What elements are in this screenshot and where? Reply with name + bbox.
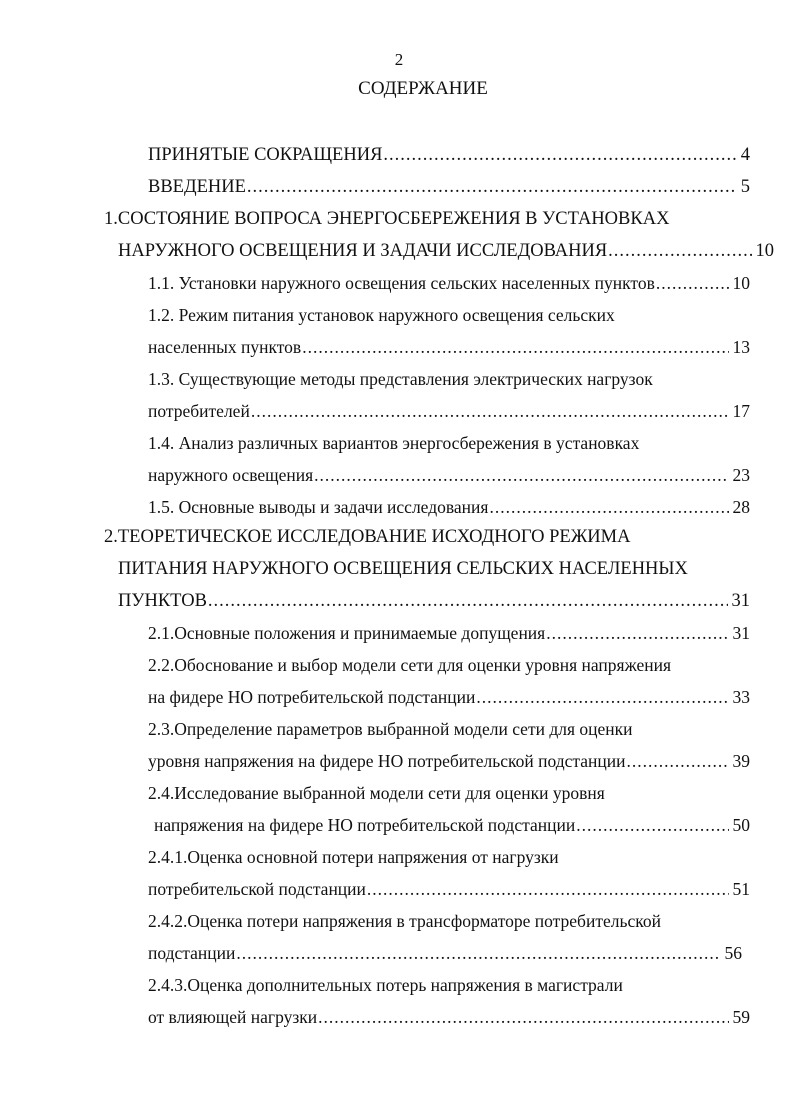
toc-entry-text: НАРУЖНОГО ОСВЕЩЕНИЯ И ЗАДАЧИ ИССЛЕДОВАНИЯ [118, 241, 608, 261]
toc-entry [148, 270, 750, 296]
toc-entry-text: 1.2. Режим питания установок наружного освещения сельских [148, 305, 615, 325]
toc-entry-page: 33 [732, 687, 750, 707]
toc-entry-text: 1.СОСТОЯНИЕ ВОПРОСА ЭНЕРГОСБЕРЕЖЕНИЯ В УСТАНОВКАХ [104, 209, 670, 229]
toc-entry-text: 2.3.Определение параметров выбранной модели сети для оценки [148, 719, 633, 739]
toc-entry-page: 39 [732, 751, 750, 771]
toc-entry [148, 366, 750, 392]
toc-entry-text: 1.5. Основные выводы и задачи исследования [148, 497, 489, 517]
toc-entry-text: наружного освещения [148, 465, 314, 485]
toc-entry-page: 10 [755, 241, 774, 261]
toc-entry-page: 51 [732, 879, 750, 899]
toc-entry [148, 620, 750, 646]
toc-entry-text: населенных пунктов [148, 337, 302, 357]
toc-entry-text: 1.3. Существующие методы представления электрических нагрузок [148, 369, 653, 389]
toc-entry [148, 1004, 750, 1030]
toc-entry [118, 588, 750, 614]
toc-entry-text: 2.4.1.Оценка основной потери напряжения от нагрузки [148, 847, 559, 867]
toc-entry-text: ПИТАНИЯ НАРУЖНОГО ОСВЕЩЕНИЯ СЕЛЬСКИХ НАСЕЛЕННЫХ [118, 559, 688, 579]
toc-entry [118, 238, 774, 264]
toc-entry [148, 334, 750, 360]
toc-entry-page: 50 [732, 815, 750, 835]
toc-entry-text: ПРИНЯТЫЕ СОКРАЩЕНИЯ [148, 145, 383, 165]
toc-entry-text: от влияющей нагрузки [148, 1007, 318, 1027]
toc-entry-text: 2.ТЕОРЕТИЧЕСКОЕ ИССЛЕДОВАНИЕ ИСХОДНОГО РЕЖИМА [104, 527, 631, 547]
toc-entry [148, 494, 750, 520]
toc-entry-page: 23 [732, 465, 750, 485]
dot-leader [318, 1004, 728, 1030]
toc-entry-text: на фидере НО потребительской подстанции [148, 687, 476, 707]
toc-entry-text: потребительской подстанции [148, 879, 366, 899]
dot-leader [251, 398, 729, 424]
toc-entry [148, 430, 750, 456]
dot-leader [656, 270, 729, 296]
dot-leader [367, 876, 729, 902]
toc-entry [104, 206, 764, 232]
dot-leader [546, 620, 728, 646]
toc-entry [148, 844, 750, 870]
toc-entry-page: 10 [732, 273, 750, 293]
dot-leader [626, 748, 728, 774]
toc-entry-text: 1.4. Анализ различных вариантов энергосбережения в установках [148, 433, 640, 453]
toc-entry-text: подстанции [148, 943, 236, 963]
page-title: СОДЕРЖАНИЕ [358, 78, 488, 99]
toc-entry [148, 462, 750, 488]
toc-entry [148, 748, 750, 774]
toc-entry-page: 5 [740, 177, 750, 197]
dot-leader [302, 334, 728, 360]
toc-entry-text: 1.1. Установки наружного освещения сельских населенных пунктов [148, 273, 655, 293]
toc-entry [104, 524, 764, 550]
toc-entry-text: ПУНКТОВ [118, 591, 207, 611]
toc-entry [148, 142, 750, 168]
toc-entry-page: 28 [732, 497, 750, 517]
toc-entry-text: 2.4.2.Оценка потери напряжения в трансформаторе потребительской [148, 911, 661, 931]
toc-entry [154, 812, 750, 838]
dot-leader [314, 462, 728, 488]
dot-leader [476, 684, 728, 710]
toc-entry [148, 940, 742, 966]
toc-entry-page: 17 [732, 401, 750, 421]
dot-leader [247, 174, 737, 200]
toc-entry [148, 716, 750, 742]
toc-entry [148, 908, 768, 934]
toc-entry [148, 398, 750, 424]
toc-entry [118, 556, 778, 582]
toc-entry-text: напряжения на фидере НО потребительской подстанции [154, 815, 576, 835]
toc-entry-text: 2.2.Обоснование и выбор модели сети для оценки уровня напряжения [148, 655, 672, 675]
toc-entry [148, 876, 750, 902]
toc-entry [148, 302, 750, 328]
dot-leader [576, 812, 728, 838]
toc-entry [148, 684, 750, 710]
dot-leader [608, 238, 751, 264]
toc-entry-text: потребителей [148, 401, 250, 421]
toc-entry-text: 2.1.Основные положения и принимаемые допущения [148, 623, 546, 643]
page-number: 2 [394, 50, 404, 69]
dot-leader [489, 494, 728, 520]
toc-entry [148, 780, 750, 806]
dot-leader [383, 142, 736, 168]
toc-entry-page: 56 [724, 943, 742, 963]
toc-entry-page: 4 [740, 145, 750, 165]
toc-entry-text: ВВЕДЕНИЕ [148, 177, 246, 197]
toc-entry [148, 652, 768, 678]
toc-entry [148, 972, 750, 998]
toc-entry-page: 31 [731, 591, 750, 611]
toc-entry-page: 13 [732, 337, 750, 357]
dot-leader [208, 588, 728, 614]
toc-entry-text: 2.4.Исследование выбранной модели сети для оценки уровня [148, 783, 605, 803]
toc-entry-page: 59 [732, 1007, 750, 1027]
toc-entry-text: 2.4.3.Оценка дополнительных потерь напряжения в магистрали [148, 975, 623, 995]
dot-leader [236, 940, 720, 966]
toc-entry [148, 174, 750, 200]
toc-entry-text: уровня напряжения на фидере НО потребительской подстанции [148, 751, 626, 771]
toc-entry-page: 31 [732, 623, 750, 643]
